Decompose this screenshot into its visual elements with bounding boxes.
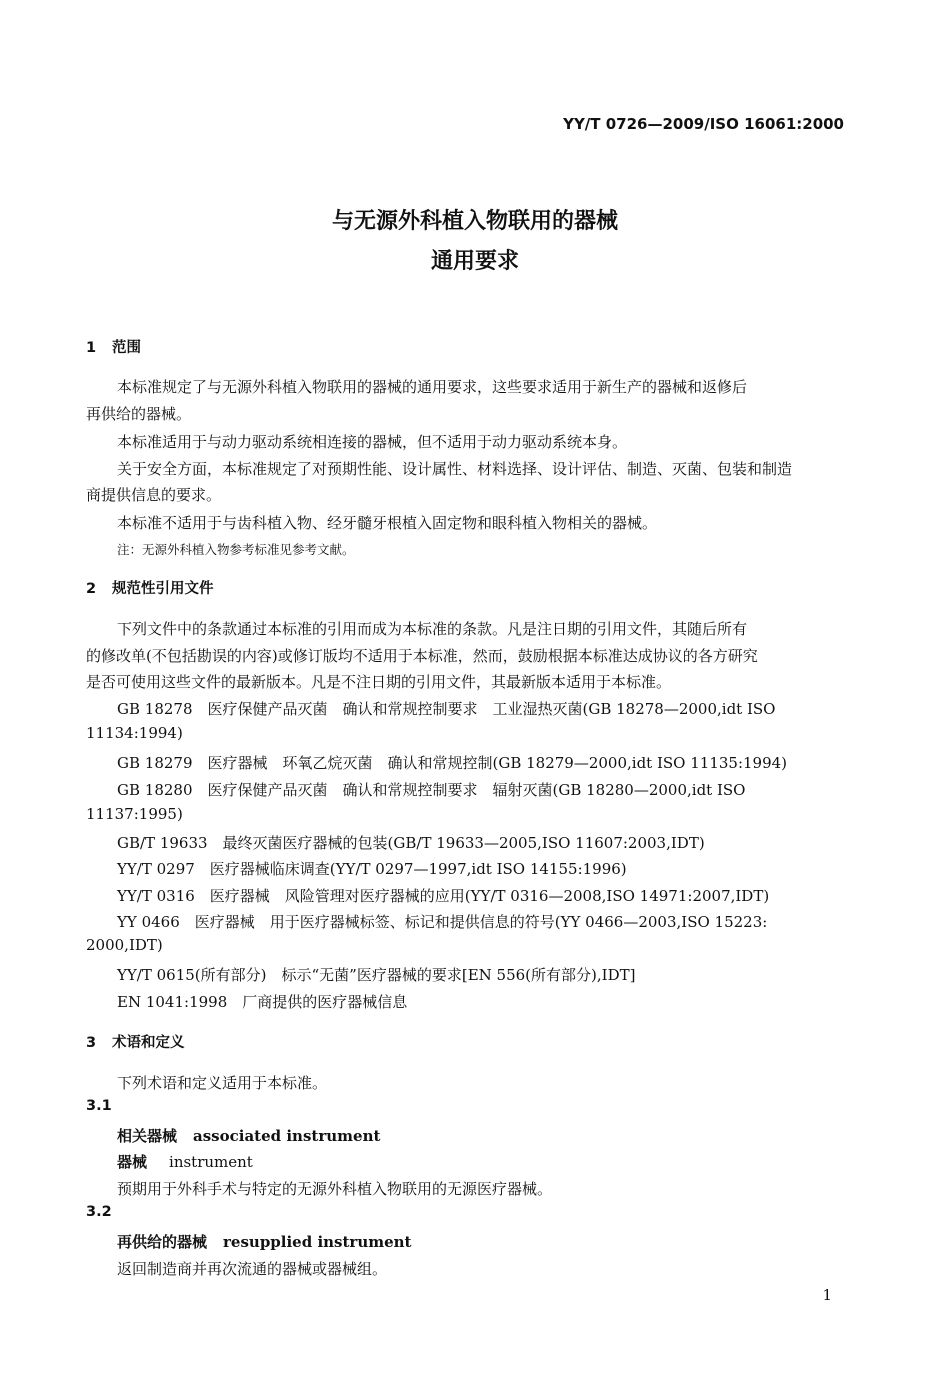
section-number: 2 bbox=[86, 581, 97, 597]
normative-reference: YY/T 0316 医疗器械 风险管理对医疗器械的应用(YY/T 0316—2008,ISO 14971:2007,IDT) bbox=[117, 887, 770, 905]
note: 注：无源外科植入物参考标准见参考文献。 bbox=[117, 542, 355, 557]
normative-reference: YY/T 0615(所有部分) 标示“无菌”医疗器械的要求[EN 556(所有部分),IDT] bbox=[117, 966, 636, 984]
section-number: 3 bbox=[86, 1035, 97, 1051]
normative-reference-cont: 2000,IDT) bbox=[86, 936, 163, 954]
paragraph: 关于安全方面，本标准规定了对预期性能、设计属性、材料选择、设计评估、制造、灭菌、包装和制造 bbox=[117, 460, 793, 478]
term-en: associated instrument bbox=[193, 1127, 381, 1145]
paragraph: 本标准适用于与动力驱动系统相连接的器械，但不适用于动力驱动系统本身。 bbox=[117, 433, 628, 451]
normative-reference: GB 18278 医疗保健产品灭菌 确认和常规控制要求 工业湿热灭菌(GB 18278—2000,idt ISO bbox=[117, 700, 776, 718]
normative-reference: YY 0466 医疗器械 用于医疗器械标签、标记和提供信息的符号(YY 0466—2003,ISO 15223: bbox=[117, 913, 768, 931]
document-subtitle: 通用要求 bbox=[430, 249, 519, 274]
section-3-heading bbox=[86, 1031, 185, 1052]
term-zh: 相关器械 bbox=[117, 1127, 178, 1145]
section-title: 规范性引用文件 bbox=[112, 581, 214, 597]
paragraph-cont: 的修改单(不包括勘误的内容)或修订版均不适用于本标准，然而，鼓励根据本标准达成协议的各方研究 bbox=[86, 647, 758, 665]
paragraph-cont: 商提供信息的要求。 bbox=[86, 486, 222, 504]
page-number: 1 bbox=[822, 1286, 832, 1304]
section-title: 术语和定义 bbox=[112, 1035, 185, 1051]
normative-reference: GB/T 19633 最终灭菌医疗器械的包装(GB/T 19633—2005,ISO 11607:2003,IDT) bbox=[117, 834, 705, 852]
normative-reference: GB 18280 医疗保健产品灭菌 确认和常规控制要求 辐射灭菌(GB 18280—2000,idt ISO bbox=[117, 781, 746, 799]
term-zh: 再供给的器械 bbox=[117, 1233, 208, 1251]
paragraph-cont: 是否可使用这些文件的最新版本。凡是不注日期的引用文件，其最新版本适用于本标准。 bbox=[86, 673, 672, 691]
term-definition: 返回制造商并再次流通的器械或器械组。 bbox=[117, 1260, 388, 1278]
standard-code-header: YY/T 0726—2009/ISO 16061:2000 bbox=[563, 115, 844, 133]
paragraph: 下列术语和定义适用于本标准。 bbox=[117, 1074, 328, 1092]
paragraph: 下列文件中的条款通过本标准的引用而成为本标准的条款。凡是注日期的引用文件，其随后所有 bbox=[117, 620, 748, 638]
normative-reference-cont: 11137:1995) bbox=[86, 805, 183, 823]
normative-reference-cont: 11134:1994) bbox=[86, 724, 183, 742]
section-2-heading bbox=[86, 577, 214, 598]
paragraph: 本标准不适用于与齿科植入物、经牙髓牙根植入固定物和眼科植入物相关的器械。 bbox=[117, 514, 658, 532]
section-1-heading bbox=[86, 336, 141, 357]
term-entry bbox=[117, 1125, 380, 1146]
term-alt-zh: 器械 bbox=[117, 1153, 148, 1171]
term-admitted bbox=[117, 1151, 253, 1172]
term-number: 3.1 bbox=[86, 1098, 112, 1114]
paragraph-cont: 再供给的器械。 bbox=[86, 405, 192, 423]
paragraph: 本标准规定了与无源外科植入物联用的器械的通用要求，这些要求适用于新生产的器械和返修后 bbox=[117, 378, 748, 396]
normative-reference: YY/T 0297 医疗器械临床调查(YY/T 0297—1997,idt ISO 14155:1996) bbox=[117, 860, 627, 878]
term-entry bbox=[117, 1231, 411, 1252]
document-title: 与无源外科植入物联用的器械 bbox=[331, 209, 618, 234]
term-number: 3.2 bbox=[86, 1204, 112, 1220]
term-definition: 预期用于外科手术与特定的无源外科植入物联用的无源医疗器械。 bbox=[117, 1180, 553, 1198]
section-title: 范围 bbox=[112, 340, 141, 356]
normative-reference: EN 1041:1998 厂商提供的医疗器械信息 bbox=[117, 993, 408, 1011]
term-alt-en: instrument bbox=[169, 1153, 253, 1171]
normative-reference: GB 18279 医疗器械 环氧乙烷灭菌 确认和常规控制(GB 18279—2000,idt ISO 11135:1994) bbox=[117, 754, 788, 772]
section-number: 1 bbox=[86, 340, 97, 356]
term-en: resupplied instrument bbox=[223, 1233, 412, 1251]
